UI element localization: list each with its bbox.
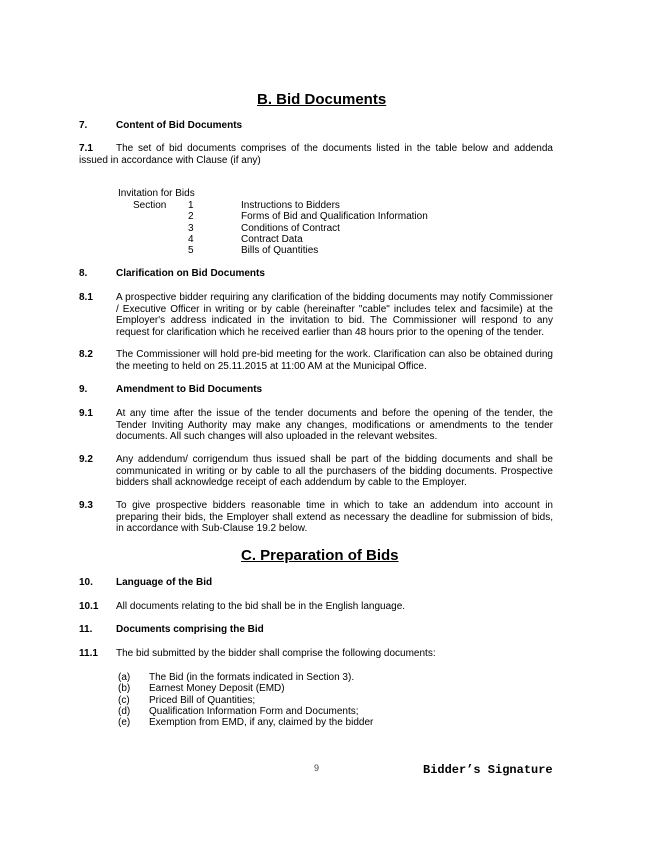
bidder-signature-label: Bidder’s Signature <box>423 763 553 777</box>
list-item-key: (b) <box>118 683 131 694</box>
clause-7-1-number: 7.1 <box>79 143 93 154</box>
toc-row-title: Conditions of Contract <box>241 223 340 234</box>
toc-invitation-label: Invitation for Bids <box>118 188 195 199</box>
clause-8-1-number: 8.1 <box>79 292 93 303</box>
toc-row-number: 1 <box>188 200 194 211</box>
clause-10-number: 10. <box>79 577 93 588</box>
toc-row-title: Instructions to Bidders <box>241 200 340 211</box>
toc-row-title: Bills of Quantities <box>241 245 319 256</box>
list-item-text: Exemption from EMD, if any, claimed by the bidder <box>149 717 374 728</box>
clause-7-title: Content of Bid Documents <box>116 120 243 131</box>
clause-11-1-number: 11.1 <box>79 648 98 659</box>
list-item-key: (e) <box>118 717 131 728</box>
clause-9-3-number: 9.3 <box>79 500 93 511</box>
clause-9-1-text: At any time after the issue of the tender documents and before the opening of the tender, the Tender Inviting Authority may make any changes, modifications or amendments to the tender documents. All such changes will also uploaded in the relevant websites. <box>116 408 553 442</box>
list-item-text: Priced Bill of Quantities; <box>149 695 256 706</box>
toc-row-title: Contract Data <box>241 234 303 245</box>
clause-9-2-text: Any addendum/ corrigendum thus issued shall be part of the bidding documents and shall be communicated in writing or by cable to all the purchasers of the bidding documents. Prospective bidders shall acknowledge receipt of each addendum by cable to the Employer. <box>116 454 553 488</box>
clause-11-number: 11. <box>79 624 93 635</box>
list-item-text: The Bid (in the formats indicated in Section 3). <box>149 672 355 683</box>
toc-row-number: 5 <box>188 245 194 256</box>
clause-10-title: Language of the Bid <box>116 577 213 588</box>
clause-9-number: 9. <box>79 384 88 395</box>
toc-section-label: Section <box>133 200 167 211</box>
list-item-text: Earnest Money Deposit (EMD) <box>149 683 285 694</box>
clause-8-2-number: 8.2 <box>79 349 93 360</box>
section-heading-b: B. Bid Documents <box>257 91 387 108</box>
clause-11-1-text: The bid submitted by the bidder shall comprise the following documents: <box>116 648 436 659</box>
list-item-key: (c) <box>118 695 130 706</box>
clause-9-2-number: 9.2 <box>79 454 93 465</box>
toc-row-title: Forms of Bid and Qualification Information <box>241 211 428 222</box>
clause-7-1-text: The set of bid documents comprises of the documents listed in the table below and addenda issued in accordance with Clause (if any) <box>79 143 553 166</box>
list-item-key: (d) <box>118 706 131 717</box>
clause-10-1-text: All documents relating to the bid shall be in the English language. <box>116 601 406 612</box>
clause-9-title: Amendment to Bid Documents <box>116 384 263 395</box>
list-item-text: Qualification Information Form and Documents; <box>149 706 359 717</box>
clause-8-2-text: The Commissioner will hold pre-bid meeting for the work. Clarification can also be obtained during the meeting to held on 25.11.2015 at 11:00 AM at the Municipal Office. <box>116 349 553 372</box>
list-item-key: (a) <box>118 672 131 683</box>
clause-9-3-text: To give prospective bidders reasonable time in which to take an addendum into account in preparing their bids, the Employer shall extend as necessary the deadline for submission of bids, in accordance with Sub-Clause 19.2 below. <box>116 500 553 534</box>
toc-row-number: 3 <box>188 223 194 234</box>
clause-7-number: 7. <box>79 120 88 131</box>
clause-11-title: Documents comprising the Bid <box>116 624 264 635</box>
clause-10-1-number: 10.1 <box>79 601 99 612</box>
clause-8-title: Clarification on Bid Documents <box>116 268 265 279</box>
clause-8-1-text: A prospective bidder requiring any clarification of the bidding documents may notify Commissioner / Executive Officer in writing or by cable (hereinafter "cable" includes telex and facsimile) at the Employer's address indicated in the invitation to bid. The Commissioner will respond to any request for clarification which he received earlier than 48 hours prior to the opening of the tender. <box>116 292 553 338</box>
section-heading-c: C. Preparation of Bids <box>241 547 399 564</box>
page-number: 9 <box>314 763 320 773</box>
clause-8-number: 8. <box>79 268 88 279</box>
clause-9-1-number: 9.1 <box>79 408 93 419</box>
toc-row-number: 2 <box>188 211 194 222</box>
toc-row-number: 4 <box>188 234 194 245</box>
